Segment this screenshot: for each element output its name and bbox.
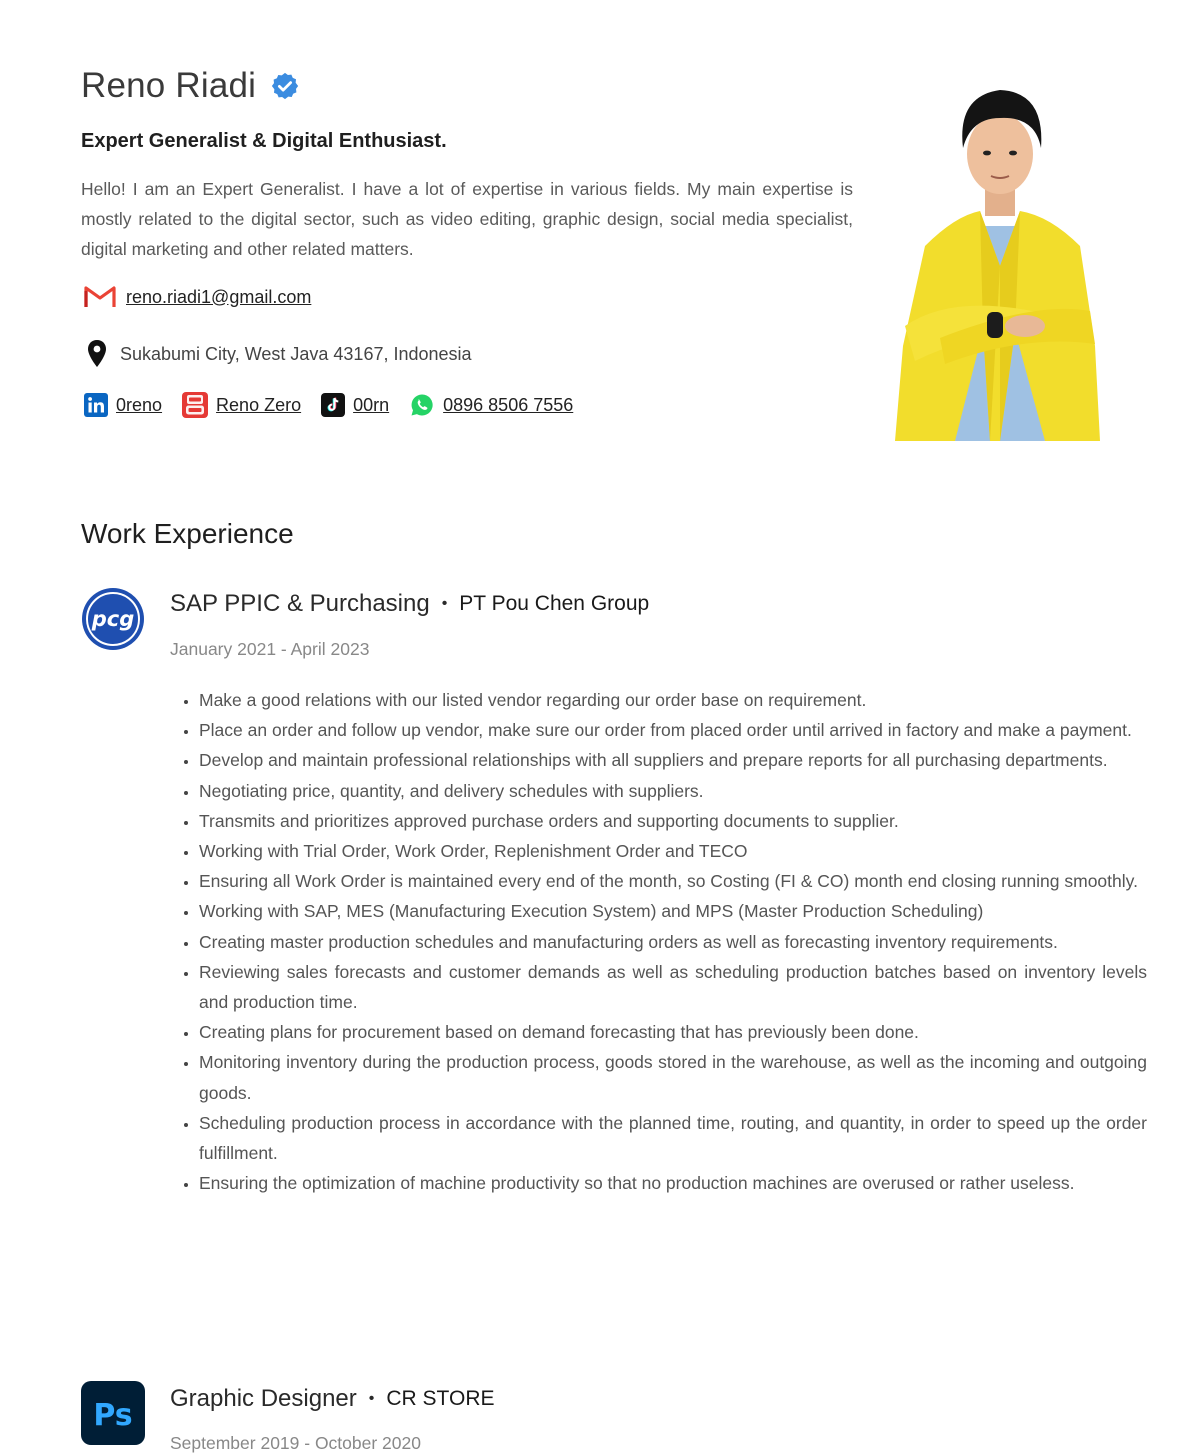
responsibility-item: • Creating master production schedules and manufacturing orders as well as forecasting inventory requirements. (199, 927, 1147, 957)
linkedin-icon (84, 393, 108, 417)
job-title: SAP PPIC & Purchasing (170, 590, 430, 617)
map-pin-icon (84, 339, 110, 369)
name-row (81, 66, 300, 106)
profile-photo (895, 76, 1105, 441)
profile-about: Hello! I am an Expert Generalist. I have a lot of expertise in various fields. My main expertise is mostly related to the digital sector, such as video editing, graphic design, social media specialist, digital marketing and other related matters. (81, 179, 853, 259)
responsibility-item: • Ensuring all Work Order is maintained every end of the month, so Costing (FI & CO) month end closing running smoothly. (199, 866, 1147, 896)
responsibility-item: • Develop and maintain professional relationships with all suppliers and prepare reports for all purchasing departments. (199, 745, 1147, 775)
youtube-link[interactable]: Reno Zero (216, 394, 302, 415)
social-links (84, 392, 593, 418)
job-responsibilities (170, 685, 1147, 1198)
profile-name: Reno Riadi (81, 66, 257, 105)
job-title: Graphic Designer (170, 1385, 357, 1412)
responsibility-item: • Monitoring inventory during the production process, goods stored in the warehouse, as well as the incoming and outgoing goods. (199, 1047, 1147, 1107)
responsibility-item: • Make a good relations with our listed vendor regarding our order base on requirement. (199, 685, 1147, 715)
location-text: Sukabumi City, West Java 43167, Indonesia (120, 343, 472, 364)
responsibility-item: • Scheduling production process in accordance with the planned time, routing, and quantity, in order to speed up the order fulfillment. (199, 1108, 1147, 1168)
section-title-work: Work Experience (81, 518, 294, 549)
contact-location (84, 339, 472, 369)
responsibility-item: • Place an order and follow up vendor, make sure our order from placed order until arrived in factory and make a payment. (199, 715, 1147, 745)
profile-subtitle: Expert Generalist & Digital Enthusiast. (81, 130, 447, 152)
whatsapp-icon (409, 392, 435, 418)
job-company: PT Pou Chen Group (459, 592, 650, 615)
photoshop-logo-text: Ps (93, 1398, 133, 1433)
job-separator: • (441, 595, 448, 612)
job-header (170, 1385, 495, 1413)
tiktok-item (321, 393, 389, 417)
youtube-item (182, 392, 301, 418)
email-link[interactable]: reno.riadi1@gmail.com (126, 286, 312, 307)
contact-email (84, 285, 311, 309)
responsibility-item: • Reviewing sales forecasts and customer demands as well as scheduling production batches based on inventory levels and production time. (199, 957, 1147, 1017)
linkedin-link[interactable]: 0reno (116, 394, 163, 415)
job-header (170, 590, 649, 618)
responsibility-item: • Working with SAP, MES (Manufacturing Execution System) and MPS (Master Production Scheduling) (199, 896, 1147, 926)
photoshop-logo-icon (81, 1381, 145, 1445)
pou-chen-logo-icon (81, 587, 145, 651)
job-company: CR STORE (386, 1387, 495, 1410)
responsibility-item: • Ensuring the optimization of machine productivity so that no production machines are overused or rather useless. (199, 1168, 1147, 1198)
job-dates: September 2019 - October 2020 (170, 1433, 421, 1453)
linkedin-item (84, 393, 162, 417)
gmail-icon (84, 285, 116, 309)
whatsapp-item (409, 392, 573, 418)
youtube-icon (182, 392, 208, 418)
job-dates: January 2021 - April 2023 (170, 639, 370, 659)
whatsapp-link[interactable]: 0896 8506 7556 (443, 394, 574, 415)
tiktok-link[interactable]: 00rn (353, 394, 390, 415)
verified-badge-icon (270, 71, 300, 101)
job-separator: • (368, 1390, 375, 1407)
responsibility-item: • Negotiating price, quantity, and delivery schedules with suppliers. (199, 776, 1147, 806)
responsibility-item: • Working with Trial Order, Work Order, Replenishment Order and TECO (199, 836, 1147, 866)
responsibility-item: • Transmits and prioritizes approved purchase orders and supporting documents to supplier. (199, 806, 1147, 836)
responsibility-item: • Creating plans for procurement based on demand forecasting that has previously been done. (199, 1017, 1147, 1047)
svg-text:pcg: pcg (91, 607, 135, 631)
tiktok-icon (321, 393, 345, 417)
